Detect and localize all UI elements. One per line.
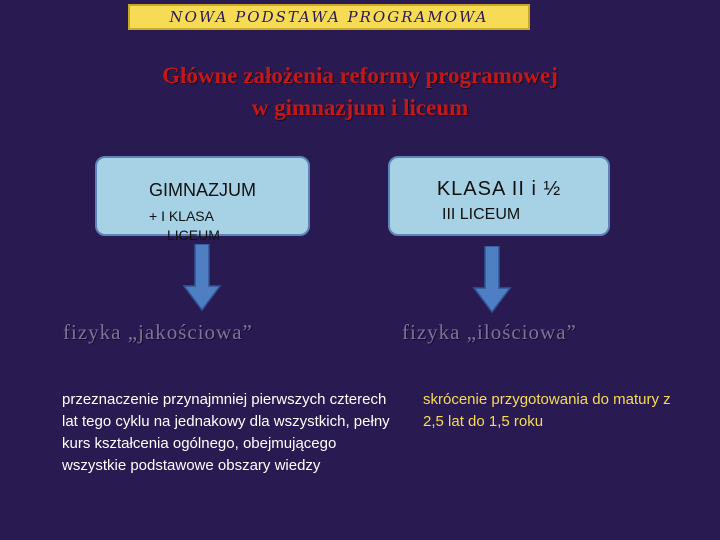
left-description: przeznaczenie przynajmniej pierwszych czterech lat tego cyklu na jednakowy dla wszystkich, pełny kurs kształcenia ogólnego, obejmującego wszystkie podstawowe obszary wiedzy — [62, 391, 390, 474]
left-box — [95, 156, 310, 243]
headline-line-1: Główne założenia reformy programowej — [162, 63, 558, 88]
title-banner — [128, 4, 530, 30]
banner-title: NOWA PODSTAWA PROGRAMOWA — [169, 8, 489, 26]
left-box-line-3: LICEUM — [167, 227, 220, 243]
down-arrow-icon — [182, 244, 222, 312]
left-subtitle: fizyka „jakościowa” — [63, 320, 253, 344]
right-box — [388, 156, 610, 236]
right-description: skrócenie przygotowania do matury z 2,5 lat do 1,5 roku — [423, 391, 671, 430]
headline-line-2: w gimnazjum i liceum — [251, 95, 469, 120]
right-subtitle: fizyka „ilościowa” — [402, 320, 577, 344]
down-arrow-icon — [472, 246, 512, 314]
right-box-line-2: III LICEUM — [442, 206, 521, 223]
slide-headline — [60, 60, 660, 124]
left-box-line-1: GIMNAZJUM — [149, 180, 256, 200]
right-box-line-1: KLASA II i ½ — [436, 178, 562, 200]
left-box-line-2: + I KLASA — [149, 208, 214, 224]
